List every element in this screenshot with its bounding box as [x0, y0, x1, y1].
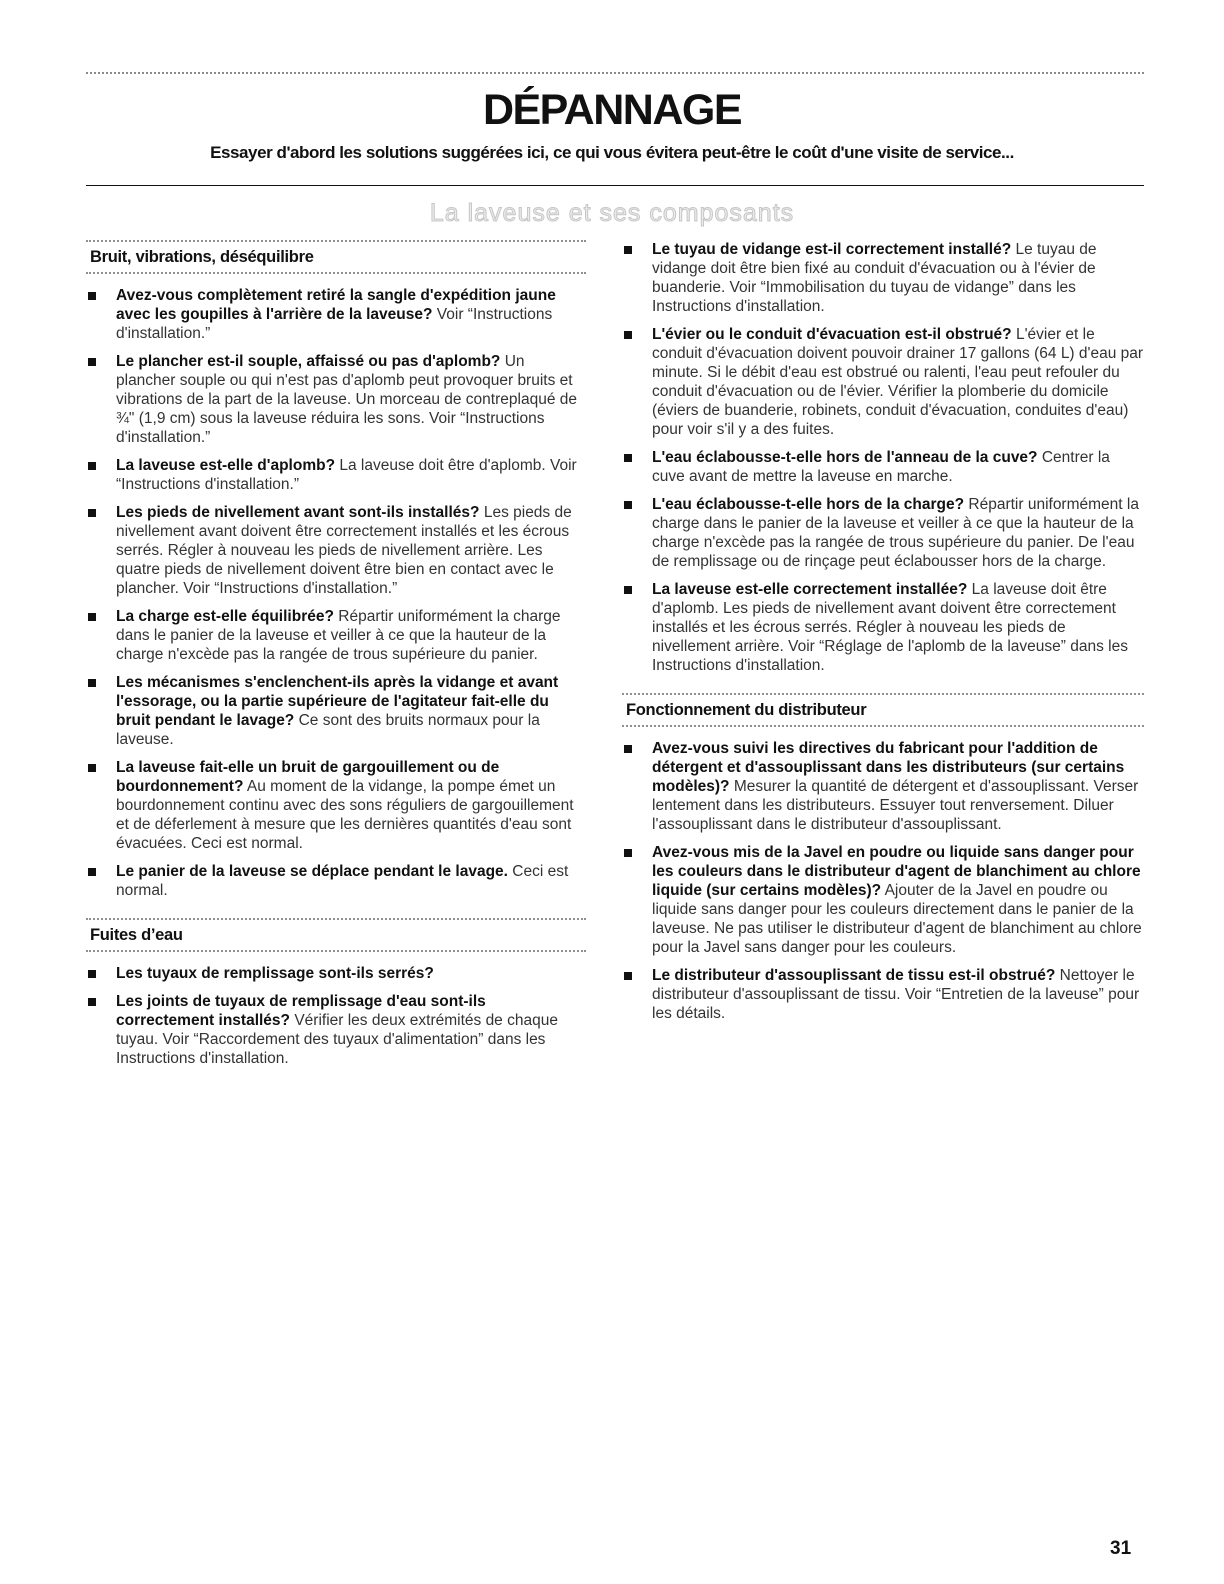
question-text: Les pieds de nivellement avant sont-ils installés? [116, 504, 480, 521]
noise-heading-block [86, 240, 586, 274]
top-dotted-rule [86, 72, 1144, 74]
answer-text: Répartir uniformément la charge dans le panier de la laveuse et veiller à ce que la hauteur de la charge n'excède pas la rangée de trous supérieure du panier. [116, 608, 561, 663]
question-text: Le tuyau de vidange est-il correctement installé? [652, 241, 1012, 258]
left-column [86, 240, 586, 1082]
leaks-list [86, 964, 586, 1068]
question-text: Le panier de la laveuse se déplace pendant le lavage. [116, 863, 508, 880]
answer-text: Centrer la cuve avant de mettre la laveuse en marche. [652, 449, 1110, 485]
section-title: La laveuse et ses composants [429, 199, 795, 227]
question-text: L'évier ou le conduit d'évacuation est-il obstrué? [652, 326, 1012, 343]
list-item [622, 580, 1144, 675]
question-text: Les mécanismes s'enclenchent-ils après la vidange et avant l'essorage, ou la partie supérieure de l'agitateur fait-elle du bruit pendant le lavage? [116, 674, 559, 729]
list-item [86, 992, 586, 1068]
list-item [622, 739, 1144, 834]
question-text: La laveuse est-elle correctement installée? [652, 581, 968, 598]
question-text: Avez-vous suivi les directives du fabricant pour l'addition de détergent et d'assouplissant dans les distributeurs (sur certains modèles)? [652, 740, 1125, 795]
answer-text: Le tuyau de vidange doit être bien fixé au conduit d'évacuation ou à l'évier de buanderie. Voir “Immobilisation du tuyau de vidange” dans les Instructions d'installation. [652, 241, 1097, 315]
dispenser-heading: Fonctionnement du distributeur [626, 701, 867, 719]
header-rule [86, 185, 1144, 186]
list-item [622, 495, 1144, 571]
question-text: Le distributeur d'assouplissant de tissu est-il obstrué? [652, 967, 1056, 984]
list-item [86, 607, 586, 664]
answer-text: Un plancher souple ou qui n'est pas d'aplomb peut provoquer bruits et vibrations de la part de la laveuse. Un morceau de contreplaqué de ¾" (1,9 cm) sous la laveuse réduira les sons. Voir “Instructions d'installation.” [116, 353, 577, 446]
answer-text: Répartir uniformément la charge dans le panier de la laveuse et veiller à ce que la hauteur de la charge n'excède pas la rangée de trous supérieure du panier. De l'eau de remplissage ou de rinçage peut éclabousser hors de la charge. [652, 496, 1139, 570]
list-item [86, 456, 586, 494]
list-item [86, 286, 586, 343]
answer-text: Vérifier les deux extrémités de chaque tuyau. Voir “Raccordement des tuyaux d'alimentation” dans les Instructions d'installation. [116, 1012, 558, 1067]
question-text: L'eau éclabousse-t-elle hors de l'anneau de la cuve? [652, 449, 1038, 466]
list-item [622, 240, 1144, 316]
dispenser-list [622, 739, 1144, 1023]
noise-heading: Bruit, vibrations, déséquilibre [90, 248, 314, 266]
question-text: La laveuse fait-elle un bruit de gargouillement ou de bourdonnement? [116, 759, 500, 795]
list-item [622, 448, 1144, 486]
page-subtitle: Essayer d'abord les solutions suggérées ici, ce qui vous évitera peut-être le coût d'une visite de service... [210, 143, 1014, 162]
list-item [86, 862, 586, 900]
dispenser-heading-block [622, 693, 1144, 727]
answer-text: Voir “Instructions d'installation.” [116, 306, 553, 342]
answer-text: La laveuse doit être d'aplomb. Les pieds de nivellement avant doivent être correctement installés et les écrous serrés. Régler à nouveau les pieds de nivellement arrière. Voir “Réglage de l'aplomb de la laveuse” dans les Instructions d'installation. [652, 581, 1128, 674]
page-title: DÉPANNAGE [482, 86, 742, 134]
dispenser-section [622, 693, 1144, 1023]
noise-list [86, 286, 586, 900]
question-text: Avez-vous complètement retiré la sangle d'expédition jaune avec les goupilles à l'arrière de la laveuse? [116, 287, 556, 323]
question-text: Les joints de tuyaux de remplissage d'eau sont-ils correctement installés? [116, 993, 486, 1029]
list-item [86, 964, 586, 983]
leaks-continued-section [622, 240, 1144, 675]
noise-section [86, 240, 586, 900]
leaks-heading-block [86, 918, 586, 952]
answer-text: Ce sont des bruits normaux pour la laveuse. [116, 712, 540, 748]
list-item [86, 352, 586, 447]
question-text: Avez-vous mis de la Javel en poudre ou liquide sans danger pour les couleurs dans le distributeur d'agent de blanchiment au chlore liquide (sur certains modèles)? [652, 844, 1141, 899]
dotted-rule [622, 725, 1144, 727]
answer-text: La laveuse doit être d'aplomb. Voir “Instructions d'installation.” [116, 457, 577, 493]
question-text: Les tuyaux de remplissage sont-ils serrés? [116, 965, 434, 982]
right-column [622, 240, 1144, 1037]
question-text: La laveuse est-elle d'aplomb? [116, 457, 336, 474]
answer-text: Les pieds de nivellement avant doivent être correctement installés et les écrous serrés. Régler à nouveau les pieds de nivellement arrière. Les quatre pieds de nivellement doivent être bien en contact avec le plancher. Voir “Instructions d'installation.” [116, 504, 572, 597]
page-number: 31 [1110, 1538, 1132, 1559]
leaks-heading: Fuites d’eau [90, 926, 183, 944]
question-text: La charge est-elle équilibrée? [116, 608, 334, 625]
list-item [622, 325, 1144, 439]
list-item [622, 843, 1144, 957]
answer-text: L'évier et le conduit d'évacuation doivent pouvoir drainer 17 gallons (64 L) d'eau par minute. Si le débit d'eau est obstrué ou ralenti, l'eau peut refouler du conduit d'évacuation ou de l'évier. Vérifier la plomberie du domicile (éviers de buanderie, robinets, conduit d'évacuation, conduites d'eau) pour voir s'il y a des fuites. [652, 326, 1144, 438]
list-item [86, 503, 586, 598]
leaks-section [86, 918, 586, 1068]
answer-text: Ajouter de la Javel en poudre ou liquide sans danger pour les couleurs directement dans le panier de la laveuse. Ne pas utiliser le distributeur d'agent de blanchiment au chlore pour la Javel sans danger pour les couleurs. [652, 882, 1142, 956]
list-item [86, 673, 586, 749]
list-item [622, 966, 1144, 1023]
question-text: L'eau éclabousse-t-elle hors de la charge? [652, 496, 965, 513]
answer-text: Nettoyer le distributeur d'assouplissant de tissu. Voir “Entretien de la laveuse” pour les détails. [652, 967, 1140, 1022]
dotted-rule [86, 950, 586, 952]
question-text: Le plancher est-il souple, affaissé ou pas d'aplomb? [116, 353, 501, 370]
answer-text: Ceci est normal. [116, 863, 569, 899]
dotted-rule [86, 272, 586, 274]
answer-text: Au moment de la vidange, la pompe émet un bourdonnement continu avec des sons réguliers de gargouillement et de déferlement à mesure que les dernières quantités d'eau sont évacuées. Ceci est normal. [116, 778, 574, 852]
leaks-continued-list [622, 240, 1144, 675]
list-item [86, 758, 586, 853]
answer-text: Mesurer la quantité de détergent et d'assouplissant. Verser lentement dans les distributeurs. Essuyer tout renversement. Diluer l'assouplissant dans le distributeur d'assouplissant. [652, 778, 1139, 833]
